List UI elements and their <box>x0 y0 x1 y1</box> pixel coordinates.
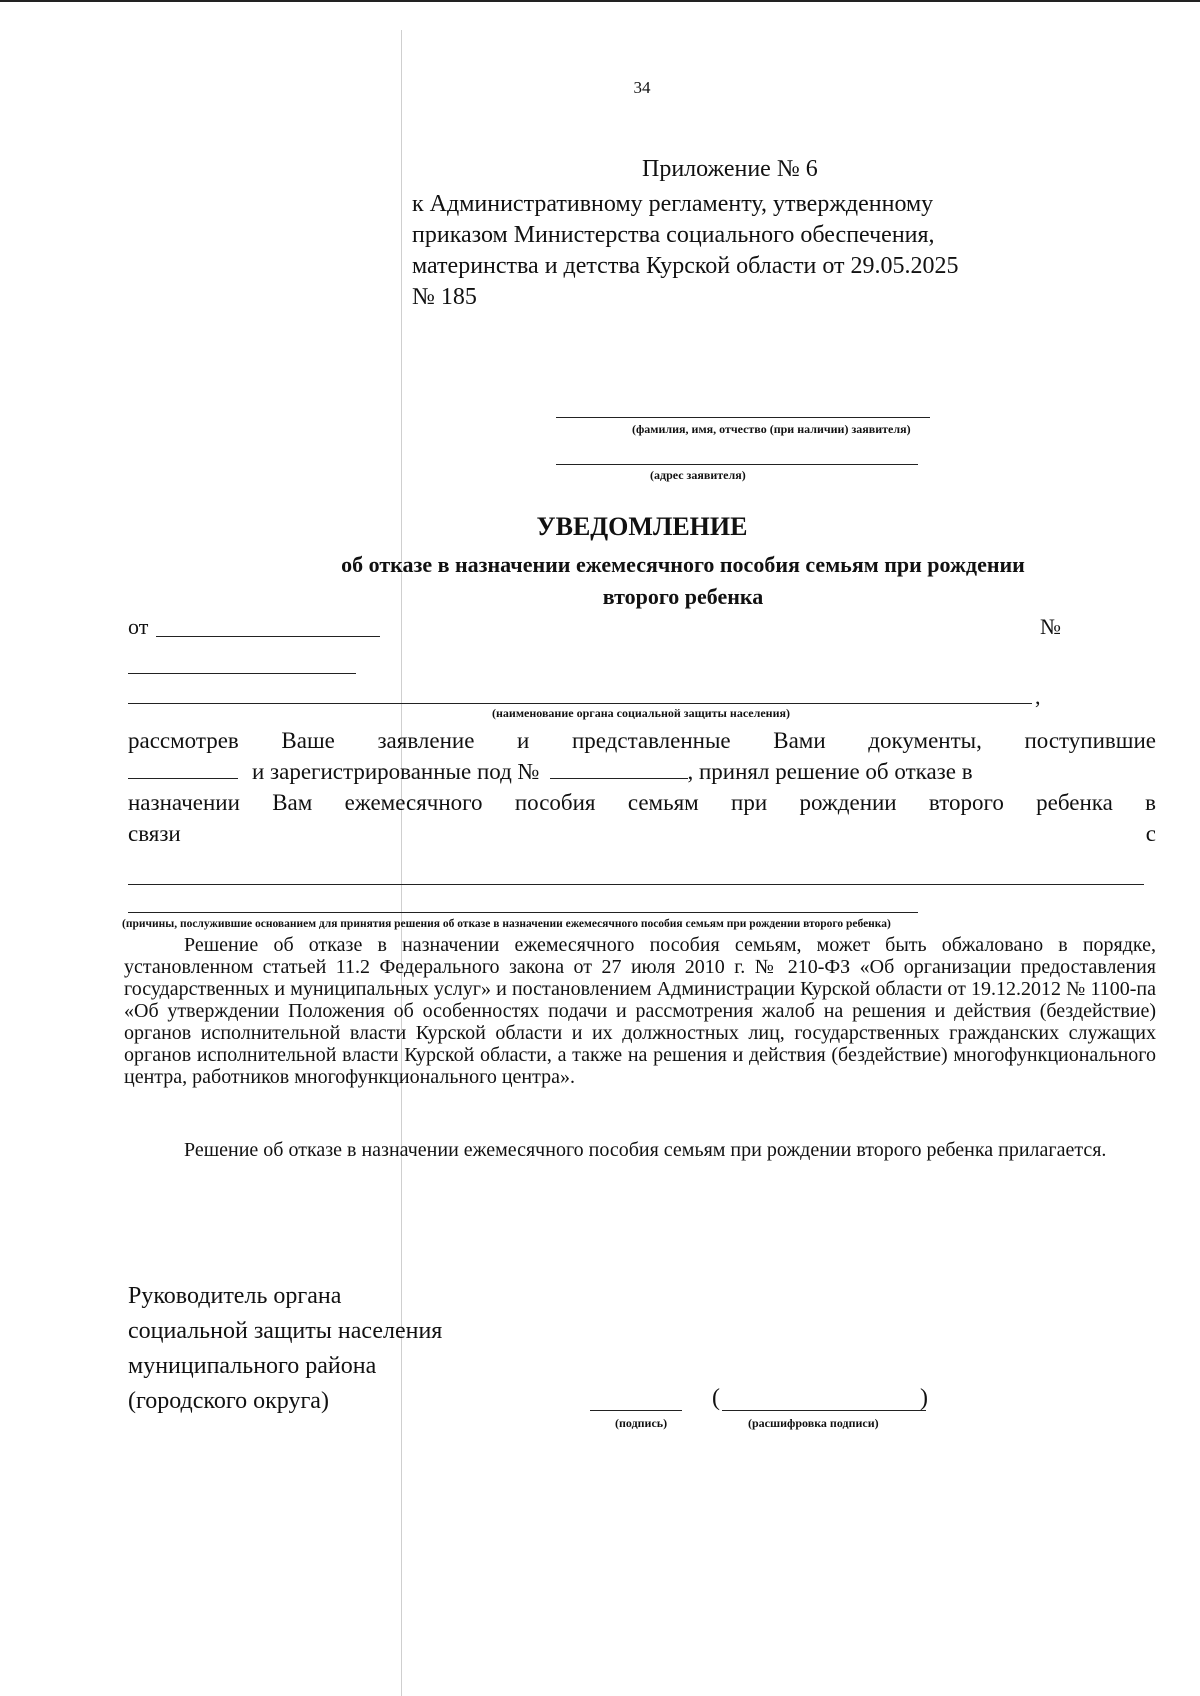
decryption-caption: (расшифровка подписи) <box>748 1416 879 1430</box>
attachment-paragraph: Решение об отказе в назначении ежемесячного пособия семьям при рождении второго ребенка прилагается. <box>184 1139 1107 1161</box>
reason-blank[interactable] <box>128 912 918 913</box>
reasons-caption: (причины, послужившие основанием для принятия решения об отказе в назначении ежемесячного пособия семьям при рождении второго ребенка) <box>122 918 891 930</box>
paren-open: ( <box>712 1385 720 1411</box>
appendix-line: материнства и детства Курской области от 29.05.2025 <box>412 253 959 279</box>
page-number: 34 <box>633 78 651 97</box>
decision-paragraph <box>128 725 1156 849</box>
authority-comma: , <box>1035 684 1041 709</box>
decision-line-2-end: , принял решение об отказе в <box>687 759 973 784</box>
authority-name-blank[interactable] <box>128 703 1032 704</box>
appendix-reference <box>412 189 1052 313</box>
scan-fold-line <box>401 30 402 1696</box>
date-blank[interactable] <box>156 636 380 637</box>
reason-blank[interactable] <box>128 884 1144 885</box>
decision-line-4 <box>128 818 1156 849</box>
applicant-address-caption: (адрес заявителя) <box>650 468 746 482</box>
appendix-line: приказом Министерства социального обеспечения, <box>412 222 935 248</box>
decision-line-4-right: с <box>1145 821 1156 846</box>
appeal-paragraph: Решение об отказе в назначении ежемесячного пособия семьям, может быть обжаловано в порядке, установленном статьей 11.2 Федерального закона от 27 июля 2010 г. № 210-ФЗ «Об организации предоставления государственных и муниципальных услуг» и постановлением Администрации Курской области от 19.12.2012 № 1100-па «Об утверждении Положения об особенностях подачи и рассмотрения жалоб на решения и действия (бездействие) органов исполнительной власти Курской области и их должностных лиц, государственных гражданских служащих органов исполнительной власти Курской области, а также на решения и действия (бездействие) многофункционального центра, работников многофункционального центра». <box>124 934 1156 1088</box>
from-label: от <box>128 614 149 639</box>
decision-line-2 <box>128 756 1156 787</box>
applicant-name-caption: (фамилия, имя, отчество (при наличии) заявителя) <box>632 422 911 436</box>
decision-line: рассмотрев Ваше заявление и представленные Вами документы, поступившие <box>128 728 1156 753</box>
applicant-address-blank[interactable] <box>556 464 918 465</box>
appendix-line: № 185 <box>412 284 477 310</box>
applicant-name-blank[interactable] <box>556 417 930 418</box>
notice-subtitle-line: об отказе в назначении ежемесячного пособия семьям при рождении <box>341 552 1025 577</box>
decision-line-2-text: и зарегистрированные под № <box>252 759 540 784</box>
signatory-block <box>128 1279 442 1419</box>
decision-line-4-left: связи <box>128 821 181 846</box>
decision-line: назначении Вам ежемесячного пособия семьям при рождении второго ребенка в <box>128 790 1156 815</box>
appendix-title: Приложение № 6 <box>642 156 818 182</box>
signature-decryption-blank[interactable] <box>722 1410 926 1411</box>
page-top-edge <box>0 0 1200 2</box>
number-label: № <box>1040 614 1061 639</box>
registration-number-blank[interactable] <box>550 758 688 779</box>
notice-subtitle-line: второго ребенка <box>602 584 764 609</box>
signatory-line: социальной защиты населения <box>128 1318 443 1344</box>
appendix-line: к Административному регламенту, утвержденному <box>412 191 934 217</box>
signature-caption: (подпись) <box>615 1416 668 1430</box>
signatory-line: муниципального района <box>128 1353 377 1379</box>
signatory-line: (городского округа) <box>128 1388 329 1414</box>
receipt-date-blank[interactable] <box>128 758 238 779</box>
signatory-line: Руководитель органа <box>128 1283 342 1309</box>
signature-blank[interactable] <box>590 1410 682 1411</box>
blank-line[interactable] <box>128 673 356 674</box>
notice-title: УВЕДОМЛЕНИЕ <box>536 512 748 541</box>
notice-subtitle <box>233 549 1133 613</box>
authority-caption: (наименование органа социальной защиты населения) <box>492 706 790 720</box>
paren-close: ) <box>920 1385 928 1411</box>
